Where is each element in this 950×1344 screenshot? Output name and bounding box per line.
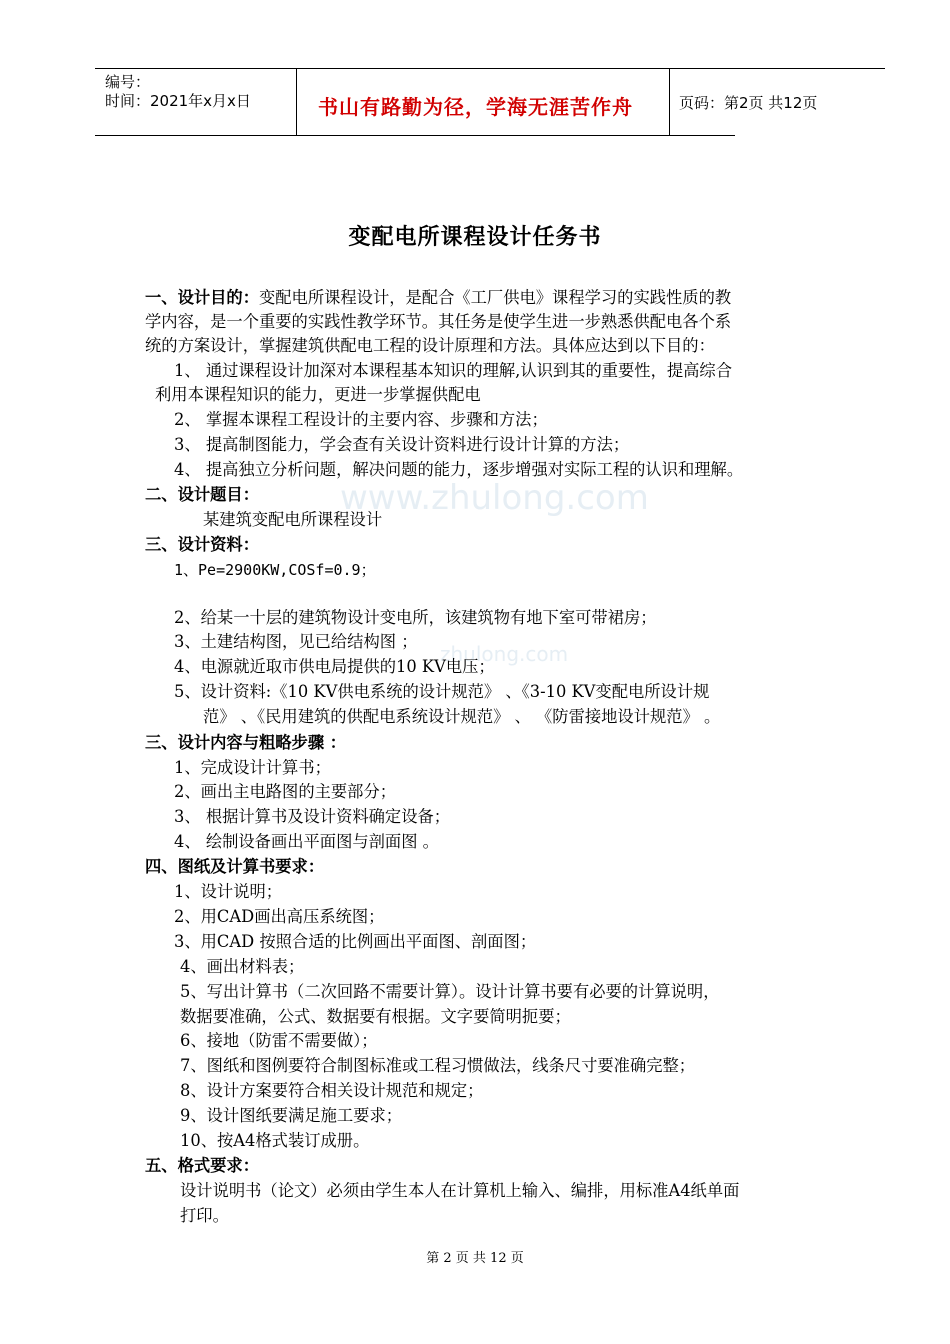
section-1-item-1a: 1、 通过课程设计加深对本课程基本知识的理解,认识到其的重要性，提高综合 xyxy=(174,361,732,380)
section-3-item-1: 1、Pe=2900KW,COSf=0.9； xyxy=(174,561,376,579)
watermark-short: zhulong.com xyxy=(440,642,569,666)
header-page-code: 页码：第2页 共12页 xyxy=(679,94,818,112)
section-5-item-3: 3、用CAD 按照合适的比例画出平面图、剖面图； xyxy=(174,932,537,951)
section-2-heading: 二、设计题目： xyxy=(145,485,259,504)
section-1-item-2: 2、 掌握本课程工程设计的主要内容、步骤和方法； xyxy=(174,410,548,429)
header-bottom-rule xyxy=(95,135,735,136)
section-4-item-1: 1、完成设计计算书； xyxy=(174,758,331,777)
section-1-line-1 xyxy=(145,286,731,310)
section-5-item-6: 6、接地（防雷不需要做）； xyxy=(180,1031,378,1050)
section-5-item-5b: 数据要准确，公式、数据要有根据。文字要简明扼要； xyxy=(180,1007,571,1026)
section-5-item-2: 2、用CAD画出高压系统图； xyxy=(174,907,385,926)
doc-number-label: 编号： xyxy=(105,73,151,91)
section-5-item-4: 4、画出材料表； xyxy=(180,957,305,976)
section-1-text-2: 学内容，是一个重要的实践性教学环节。其任务是使学生进一步熟悉供配电各个系 xyxy=(145,312,732,331)
section-5-item-9: 9、设计图纸要满足施工要求； xyxy=(180,1106,403,1125)
section-4-heading: 三、设计内容与粗略步骤 ： xyxy=(145,733,347,752)
section-6-heading: 五、格式要求： xyxy=(145,1156,259,1175)
section-3-item-3: 3、土建结构图，见已给结构图 ； xyxy=(174,632,418,651)
section-6-text-2: 打印。 xyxy=(180,1206,229,1225)
section-4-item-4: 4、 绘制设备画出平面图与剖面图 。 xyxy=(174,832,439,851)
section-4-item-2: 2、画出主电路图的主要部分； xyxy=(174,782,397,801)
section-5-item-8: 8、设计方案要符合相关设计规范和规定； xyxy=(180,1081,484,1100)
section-2-body: 某建筑变配电所课程设计 xyxy=(203,510,383,529)
section-3-item-5a: 5、设计资料:《10 KV供电系统的设计规范》 、《3-10 KV变配电所设计规 xyxy=(174,682,710,701)
page-title: 变配电所课程设计任务书 xyxy=(348,225,602,250)
section-3-item-4: 4、电源就近取市供电局提供的10 KV电压； xyxy=(174,657,495,676)
section-1-item-4: 4、 提高独立分析问题，解决问题的能力，逐步增强对实际工程的认识和理解。 xyxy=(174,460,744,479)
watermark-url: www.zhulong.com xyxy=(340,478,649,518)
section-3-item-5b: 范》 、《民用建筑的供配电系统设计规范》 、 《防雷接地设计规范》 。 xyxy=(203,707,721,726)
section-1-item-3: 3、 提高制图能力，学会查有关设计资料进行设计计算的方法； xyxy=(174,435,630,454)
section-3-item-2: 2、给某一十层的建筑物设计变电所，该建筑物有地下室可带裙房； xyxy=(174,608,657,627)
section-5-heading: 四、图纸及计算书要求： xyxy=(145,857,325,876)
header-divider-right xyxy=(669,68,670,136)
doc-time-label: 时间：2021年x月x日 xyxy=(105,92,251,110)
section-3-heading: 三、设计资料： xyxy=(145,535,259,554)
section-1-item-1b: 利用本课程知识的能力，更进一步掌握供配电 xyxy=(155,385,481,404)
section-1-text-1: 变配电所课程设计，是配合《工厂供电》课程学习的实践性质的教 xyxy=(258,288,732,307)
section-6-text-1: 设计说明书（论文）必须由学生本人在计算机上输入、编排，用标准A4纸单面 xyxy=(180,1181,740,1200)
section-5-item-7: 7、图纸和图例要符合制图标准或工程习惯做法，线条尺寸要准确完整； xyxy=(180,1056,696,1075)
section-5-item-1: 1、设计说明； xyxy=(174,882,283,901)
header-top-rule xyxy=(95,68,885,69)
section-5-item-5a: 5、写出计算书（二次回路不需要计算）。设计计算书要有必要的计算说明， xyxy=(180,982,720,1001)
page-footer: 第 2 页 共 12 页 xyxy=(426,1251,524,1266)
header-divider-left xyxy=(296,68,297,136)
section-1-heading: 一、设计目的： xyxy=(145,288,259,307)
header-motto: 书山有路勤为径，学海无涯苦作舟 xyxy=(318,95,633,119)
section-5-item-10: 10、按A4格式装订成册。 xyxy=(180,1131,370,1150)
section-4-item-3: 3、 根据计算书及设计资料确定设备； xyxy=(174,807,451,826)
section-1-text-3: 统的方案设计，掌握建筑供配电工程的设计原理和方法。具体应达到以下目的： xyxy=(145,336,715,355)
